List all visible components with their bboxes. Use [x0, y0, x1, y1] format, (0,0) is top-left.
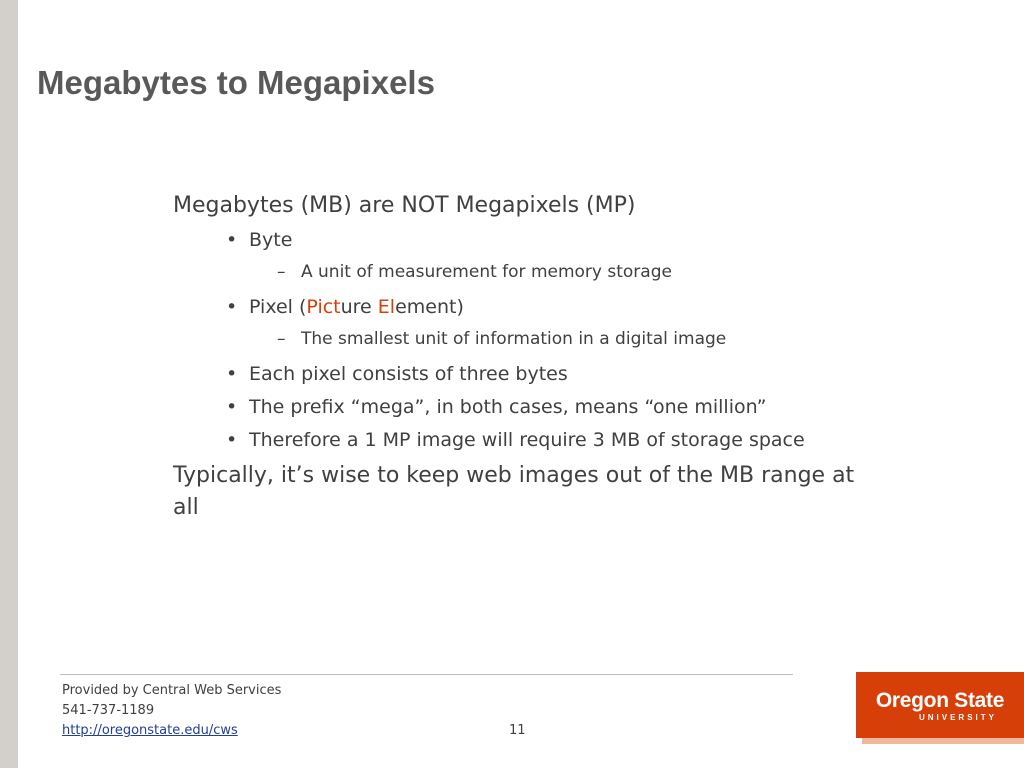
pixel-text-prefix: Pixel (	[249, 296, 307, 318]
sub-bullet-byte	[173, 259, 873, 285]
bullet-glyph: •	[226, 296, 238, 318]
slide-content	[173, 190, 873, 528]
bullet-text: Byte	[249, 229, 293, 251]
sub-bullet-pixel	[173, 326, 873, 352]
footer-phone: 541-737-1189	[62, 703, 155, 718]
bullet-three-bytes	[173, 360, 873, 388]
oregon-state-logo	[856, 672, 1024, 738]
footer-divider	[60, 674, 793, 675]
bullet-text: The prefix “mega”, in both cases, means “one million”	[249, 396, 767, 418]
footer-provider: Provided by Central Web Services	[62, 683, 282, 698]
bullet-pixel	[173, 293, 873, 321]
page-number: 11	[509, 723, 526, 738]
pixel-text-el-accent: El	[377, 296, 396, 318]
bullet-text: Therefore a 1 MP image will require 3 MB of storage space	[249, 429, 805, 451]
bullet-prefix-mega	[173, 393, 873, 421]
footer-link[interactable]: http://oregonstate.edu/cws	[62, 723, 238, 738]
bullet-therefore	[173, 426, 873, 454]
bullet-glyph: •	[226, 429, 238, 451]
bullet-text: Each pixel consists of three bytes	[249, 363, 568, 385]
level1-item: Megabytes (MB) are NOT Megapixels (MP)	[173, 193, 636, 218]
sub-bullet-text: The smallest unit of information in a digital image	[301, 329, 727, 349]
bullet-glyph: •	[226, 396, 238, 418]
logo-university: UNIVERSITY	[918, 713, 997, 722]
pixel-text-ement: ement)	[395, 296, 464, 318]
level1-item: Typically, it’s wise to keep web images out of the MB range at all	[173, 463, 855, 520]
footer	[62, 681, 281, 741]
left-accent-bar	[0, 0, 18, 768]
bullet-glyph: •	[226, 229, 238, 251]
bullet-glyph: •	[226, 363, 238, 385]
dash-glyph: –	[277, 329, 286, 349]
dash-glyph: –	[277, 262, 286, 282]
logo-wordmark: Oregon State	[875, 689, 1005, 712]
sub-bullet-text: A unit of measurement for memory storage	[301, 262, 672, 282]
slide-title: Megabytes to Megapixels	[37, 64, 435, 101]
pixel-text-pict-accent: Pict	[306, 296, 341, 318]
pixel-text-ure: ure	[340, 296, 378, 318]
bullet-byte	[173, 226, 873, 254]
